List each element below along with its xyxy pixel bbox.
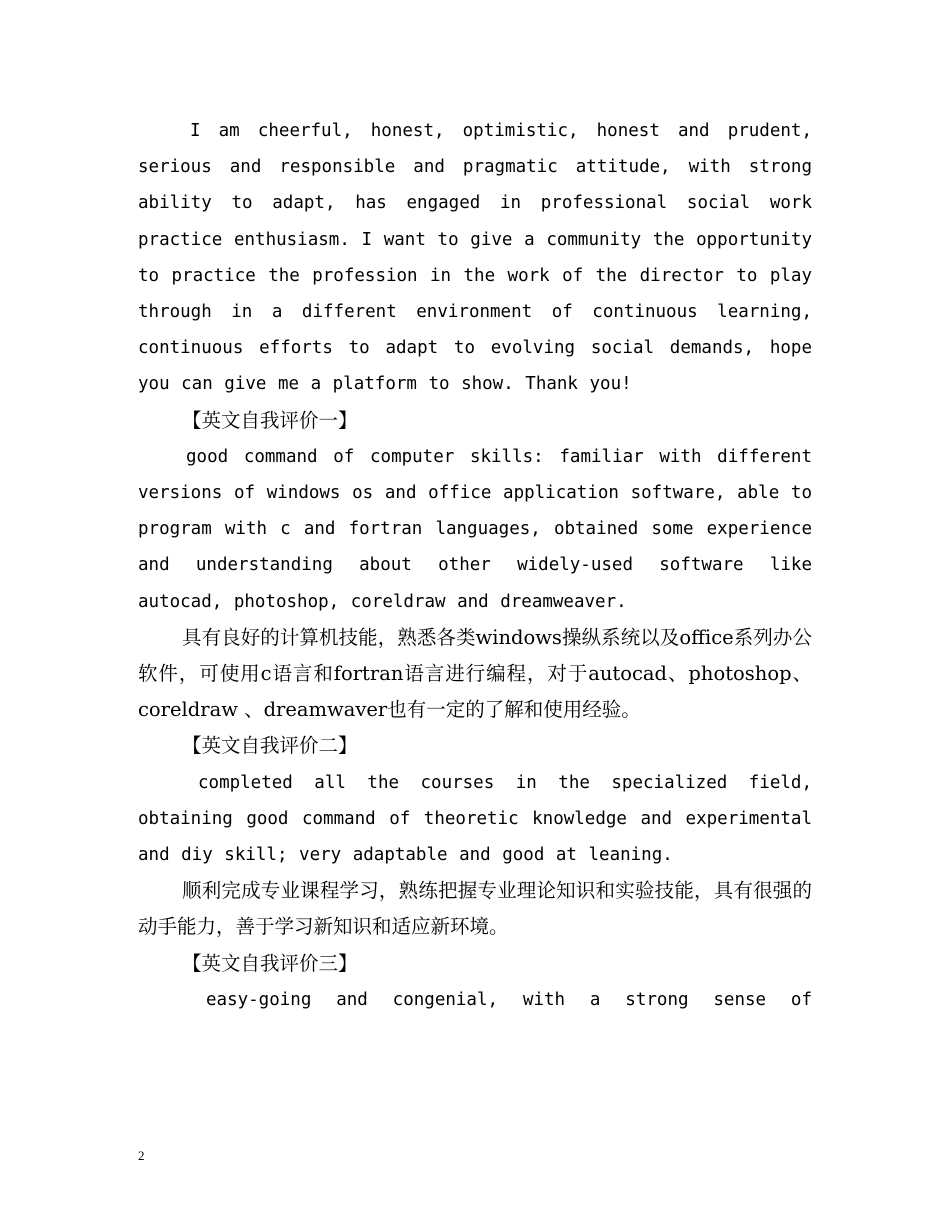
page-number: 2 [138,1148,145,1163]
english-paragraph-2: completed all the courses in the specialized field, obtaining good command of theoretic knowledge and experimental and diy skill; very adaptable and good at leaning. [138,772,812,866]
chinese-paragraph-1: 具有良好的计算机技能，熟悉各类windows操纵系统以及office系列办公软件，可使用c语言和fortran语言进行编程，对于autocad、photoshop、 coreldraw 、dreamwaver也有一定的了解和使用经验。 [138,625,812,722]
intro-paragraph: I am cheerful, honest, optimistic, honest and prudent, serious and responsible and pragmatic attitude, with strong ability to adapt, has engaged in professional social work practice enthusiasm. I want to give a community the opportunity to practice the profession in the work of the director to play through in a different environment of continuous learning, continuous efforts to adapt to evolving social demands, hope you can give me a platform to show. Thank you! [138,121,812,395]
document-body [138,113,812,1018]
chinese-paragraph-2: 顺利完成专业课程学习，熟练把握专业理论知识和实验技能，具有很强的动手能力，善于学习新知识和适应新环境。 [138,879,812,939]
section-heading-1: 【英文自我评价一】 [182,408,358,432]
section-heading-2: 【英文自我评价二】 [182,734,358,758]
english-paragraph-3: easy-going and congenial, with a strong sense of [206,989,812,1010]
english-paragraph-1: good command of computer skills: familiar with different versions of windows os and office application software, able to program with c and fortran languages, obtained some experience and understanding about other widely-used software like autocad, photoshop, coreldraw and dreamweaver. [138,446,812,612]
section-heading-3: 【英文自我评价三】 [182,951,358,975]
